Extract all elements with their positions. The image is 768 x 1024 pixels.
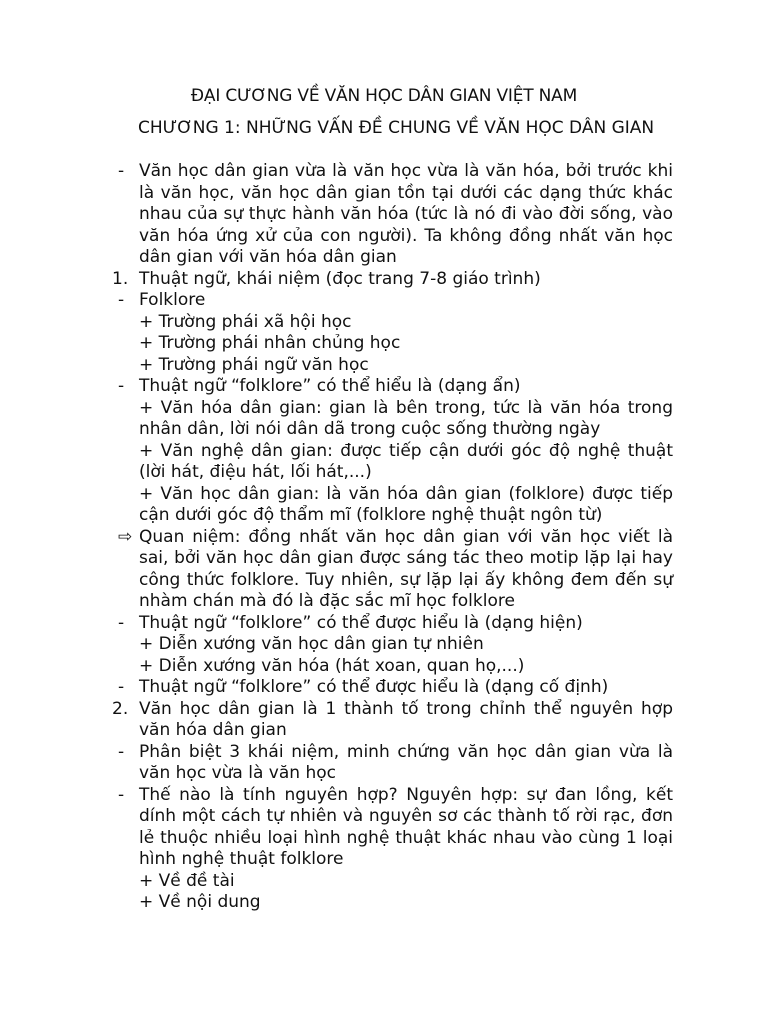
list-item xyxy=(0,441,768,484)
list-item xyxy=(0,333,768,355)
list-item xyxy=(0,892,768,914)
list-item-text: Thuật ngữ “folklore” có thể hiểu là (dạng ẩn) xyxy=(139,376,521,396)
list-item xyxy=(0,656,768,678)
list-item-text: Thế nào là tính nguyên hợp? Nguyên hợp: sự đan lồng, kết dính một cách tự nhiên và nguyên sơ các thành tố rời rạc, đơn lẻ thuộc nhiều loại hình nghệ thuật khác nhau vào cùng 1 loại hình nghệ thuật folklore xyxy=(139,784,673,869)
list-item-text: Thuật ngữ “folklore” có thể được hiểu là (dạng hiện) xyxy=(139,612,583,633)
list-item xyxy=(0,290,768,312)
list-marker: - xyxy=(118,784,125,805)
document-title: ĐẠI CƯƠNG VỀ VĂN HỌC DÂN GIAN VIỆT NAM xyxy=(190,86,578,106)
list-item-text: Phân biệt 3 khái niệm, minh chứng văn học dân gian vừa là văn học vừa là văn học xyxy=(139,741,673,783)
list-item-text: + Diễn xướng văn hóa (hát xoan, quan họ,...) xyxy=(139,655,525,676)
arrow-icon: ⇨ xyxy=(118,526,133,547)
list-marker: - xyxy=(118,161,125,181)
list-item-text: + Trường phái xã hội học xyxy=(139,311,352,332)
list-item xyxy=(0,785,768,871)
list-item xyxy=(0,484,768,527)
list-item xyxy=(0,355,768,377)
list-item-text: + Trường phái ngữ văn học xyxy=(139,354,369,375)
list-item-text: Văn học dân gian là 1 thành tố trong chỉnh thể nguyên hợp văn hóa dân gian xyxy=(139,698,673,740)
list-marker: 1. xyxy=(112,268,129,289)
list-item-text: Thuật ngữ, khái niệm (đọc trang 7-8 giáo trình) xyxy=(139,268,541,289)
list-item xyxy=(0,677,768,699)
list-item xyxy=(0,312,768,334)
list-marker: - xyxy=(118,677,125,697)
list-item xyxy=(0,269,768,291)
list-marker: - xyxy=(118,741,125,762)
list-item-text: Folklore xyxy=(139,290,206,310)
list-item-text: + Về nội dung xyxy=(139,892,261,912)
list-marker: - xyxy=(118,376,125,396)
list-item-text: + Diễn xướng văn học dân gian tự nhiên xyxy=(139,634,484,654)
list-item xyxy=(0,376,768,398)
chapter-heading: CHƯƠNG 1: NHỮNG VẤN ĐỀ CHUNG VỀ VĂN HỌC DÂN GIAN xyxy=(138,118,655,138)
list-item xyxy=(0,398,768,441)
list-item-text: + Văn học dân gian: là văn hóa dân gian (folklore) được tiếp cận dưới góc độ thẩm mĩ (folklore nghệ thuật ngôn từ) xyxy=(139,483,673,525)
list-item xyxy=(0,613,768,635)
list-item xyxy=(0,871,768,893)
list-item-text: + Trường phái nhân chủng học xyxy=(139,333,401,353)
content-list xyxy=(0,161,768,914)
list-marker: 2. xyxy=(112,698,129,719)
list-marker: - xyxy=(118,612,125,633)
list-item xyxy=(0,527,768,613)
list-item xyxy=(0,634,768,656)
list-item xyxy=(0,742,768,785)
list-item-text: Quan niệm: đồng nhất văn học dân gian với văn học viết là sai, bởi văn học dân gian được sáng tác theo motip lặp lại hay công thức folklore. Tuy nhiên, sự lặp lại ấy không đem đến sự nhàm chán mà đó là đặc sắc mĩ học folklore xyxy=(139,526,673,611)
list-item-text: + Văn hóa dân gian: gian là bên trong, tức là văn hóa trong nhân dân, lời nói dân dã trong cuộc sống thường ngày xyxy=(139,397,673,439)
list-item xyxy=(0,161,768,269)
list-item-text: + Văn nghệ dân gian: được tiếp cận dưới góc độ nghệ thuật (lời hát, điệu hát, lối hát,...) xyxy=(139,440,673,482)
list-item-text: + Về đề tài xyxy=(139,870,235,891)
list-item xyxy=(0,699,768,742)
list-item-text: Thuật ngữ “folklore” có thể được hiểu là (dạng cố định) xyxy=(139,677,609,697)
list-item-text: Văn học dân gian vừa là văn học vừa là văn hóa, bởi trước khi là văn học, văn học dân gian tồn tại dưới các dạng thức khác nhau của sự thực hành văn hóa (tức là nó đi vào đời sống, vào văn hóa ứng xử của con người). Ta không đồng nhất văn học dân gian với văn hóa dân gian xyxy=(139,161,673,267)
list-marker: - xyxy=(118,290,125,310)
